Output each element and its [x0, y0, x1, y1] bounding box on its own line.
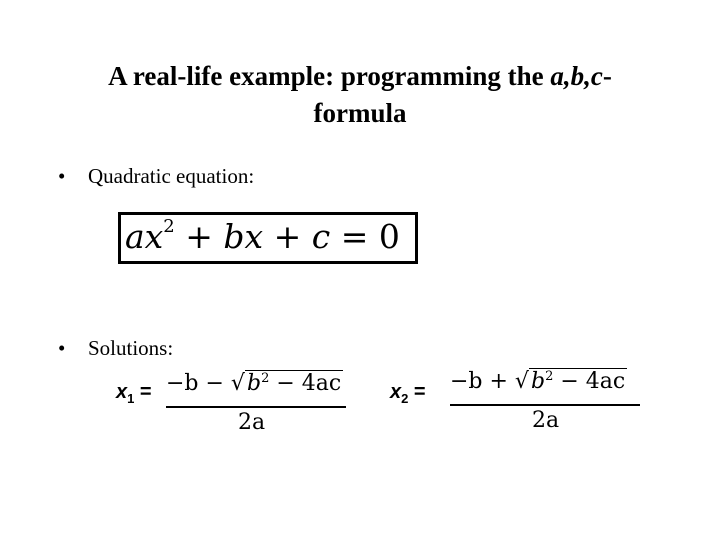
- bullet-quadratic-label: Quadratic equation:: [88, 164, 255, 188]
- eq-ax: ax: [125, 217, 164, 256]
- slide-title: [40, 58, 680, 132]
- eq-power: 2: [163, 216, 175, 237]
- x2-fraction-bar: [450, 404, 640, 406]
- eq-c: c: [311, 217, 331, 256]
- eq-plus-1: +: [174, 217, 224, 256]
- title-line1-text: A real-life example: programming the: [108, 61, 551, 91]
- x1-denominator: 2a: [238, 410, 266, 435]
- eq-rhs: = 0: [330, 217, 400, 256]
- title-abc: a,b,c: [550, 61, 603, 91]
- bullet-dot-icon: •: [58, 164, 66, 188]
- title-dash: -: [602, 61, 612, 91]
- quadratic-equation: [125, 217, 400, 257]
- eq-bx: bx: [223, 217, 264, 256]
- x2-numerator: $-b + √b^2 - 4ac$: [450, 369, 626, 394]
- x2-radicand: $b^2 - 4ac$: [530, 369, 626, 394]
- bullet-quadratic: [58, 164, 254, 189]
- x2-denominator: 2a: [532, 408, 560, 433]
- x1-numerator: $-b - √b^2 - 4ac$: [166, 371, 342, 396]
- bullet-dot-icon: •: [58, 336, 66, 360]
- bullet-solutions: [58, 336, 173, 361]
- eq-plus-2: +: [263, 217, 312, 256]
- x2-label: $x_2$ =: [390, 381, 426, 406]
- quadratic-equation-box: [118, 212, 418, 264]
- bullet-solutions-label: Solutions:: [88, 336, 174, 360]
- x1-fraction-bar: [166, 406, 346, 408]
- title-line2: formula: [313, 98, 407, 128]
- x1-radicand: $b^2 - 4ac$: [246, 371, 342, 396]
- x1-label: $x_1$ =: [116, 381, 152, 406]
